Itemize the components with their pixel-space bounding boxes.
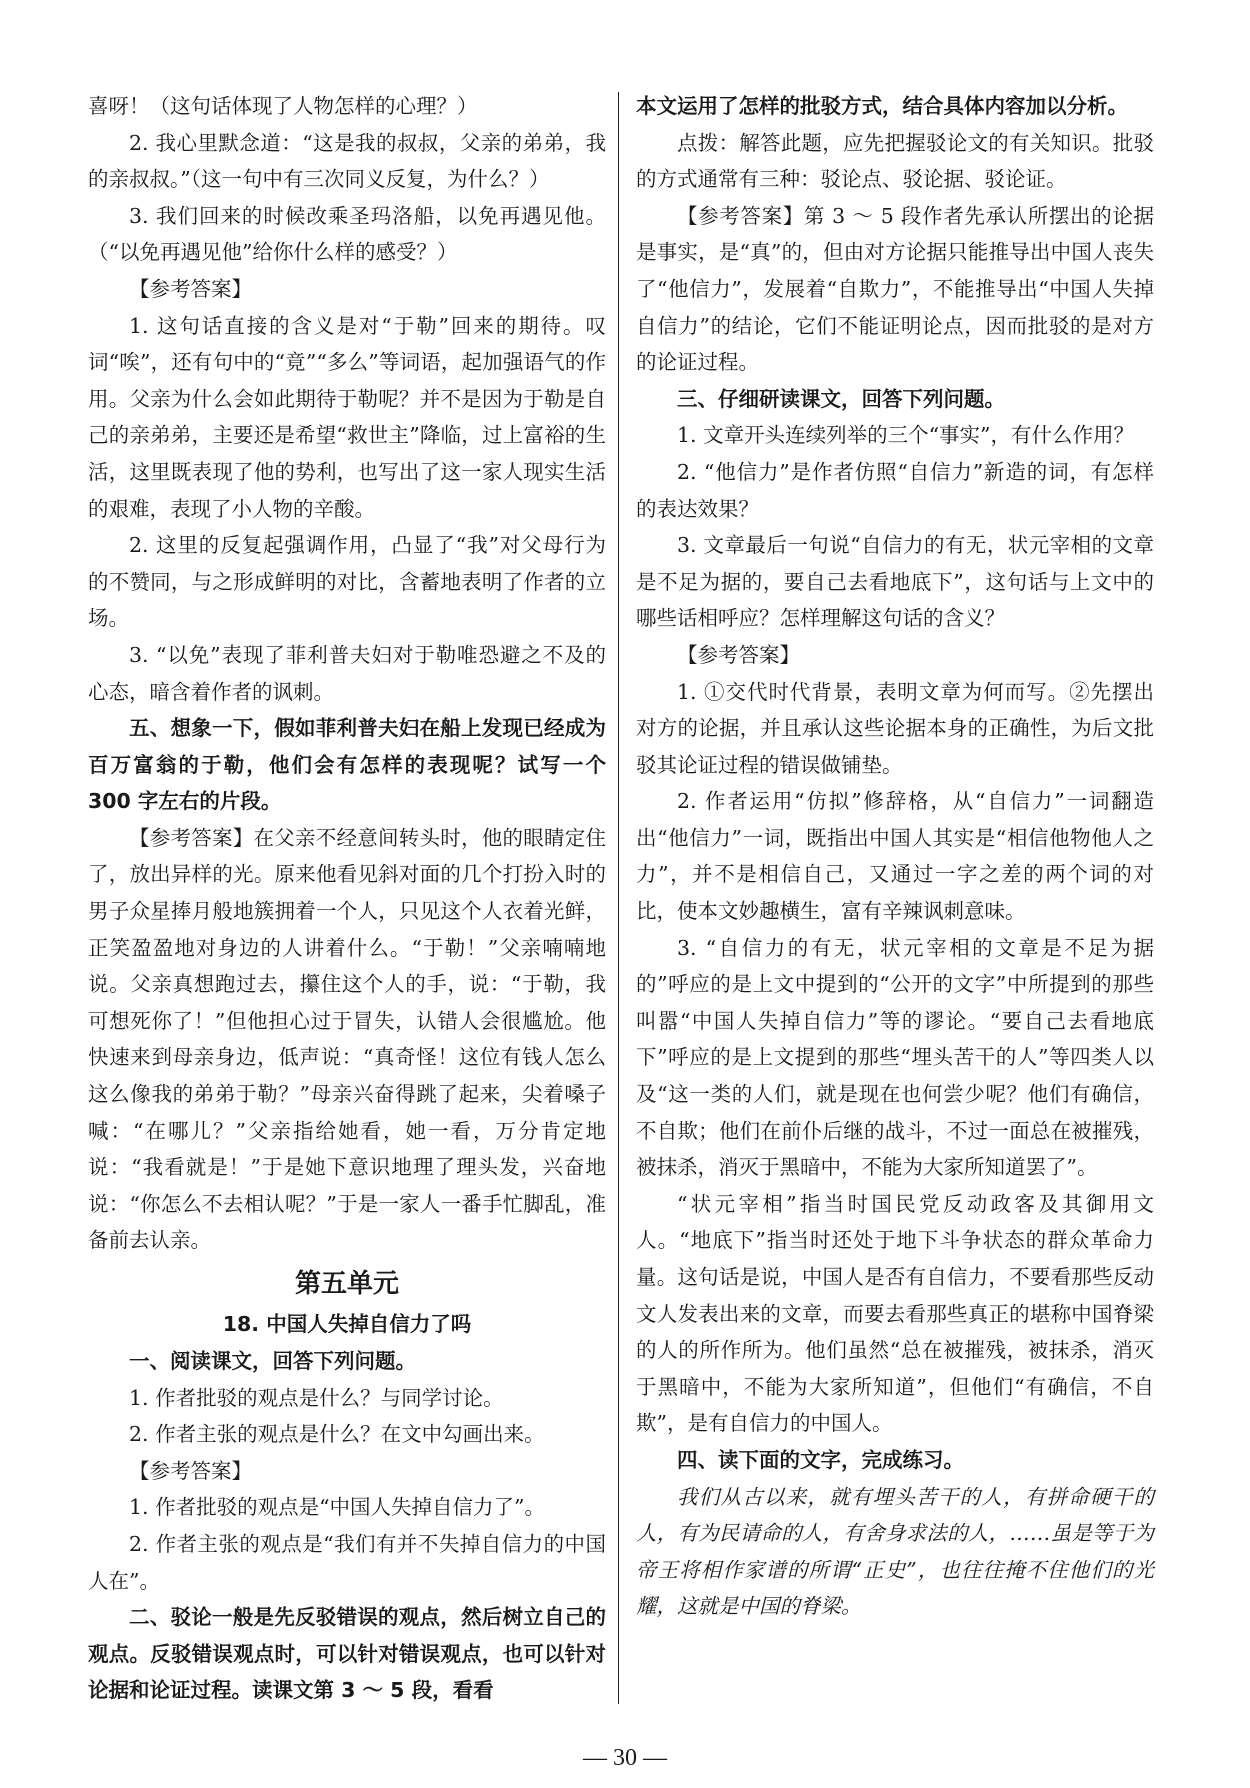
section-3-question-2: 2. “他信力”是作者仿照“自信力”新造的词，有怎样的表达效果？ bbox=[636, 459, 1154, 521]
column-divider bbox=[618, 92, 619, 1704]
paragraph: 喜呀！（这句话体现了人物怎样的心理？） bbox=[88, 94, 478, 118]
reference-answer-label: 【参考答案】 bbox=[677, 203, 804, 228]
section-2-heading-continued: 本文运用了怎样的批驳方式，结合具体内容加以分析。 bbox=[636, 94, 1128, 118]
reference-answer-5 bbox=[88, 820, 606, 1259]
question-3: 3. 我们回来的时候改乘圣玛洛船，以免再遇见他。（“以免再遇见他”给你什么样的感受？） bbox=[88, 203, 606, 265]
section-5-heading: 五、想象一下，假如菲利普夫妇在船上发现已经成为百万富翁的于勒，他们会有怎样的表现呢？试写一个 300 字左右的片段。 bbox=[88, 716, 606, 814]
section-1-question-1: 1. 作者批驳的观点是什么？与同学讨论。 bbox=[129, 1385, 504, 1410]
reference-answer-label: 【参考答案】 bbox=[129, 1458, 252, 1483]
tip-paragraph: 点拨：解答此题，应先把握驳论文的有关知识。批驳的方式通常有三种：驳论点、驳论据、驳论证。 bbox=[636, 130, 1154, 192]
section-3-question-1: 1. 文章开头连续列举的三个“事实”，有什么作用？ bbox=[677, 423, 1135, 448]
reference-answer-label: 【参考答案】 bbox=[129, 276, 252, 301]
answer-3: 3. “以免”表现了菲利普夫妇对于勒唯恐避之不及的心态，暗含着作者的讽刺。 bbox=[88, 642, 606, 704]
page-number: — 30 — bbox=[583, 1745, 667, 1771]
section-3-answer-1: 1. ①交代时代背景，表明文章为何而写。②先摆出对方的论据，并且承认这些论据本身的正确性，为后文批驳其论证过程的错误做铺垫。 bbox=[636, 679, 1154, 777]
section-1-answer-2: 2. 作者主张的观点是“我们有并不失掉自信力的中国人在”。 bbox=[88, 1531, 606, 1593]
section-2-heading: 二、驳论一般是先反驳错误的观点，然后树立自己的观点。反驳错误观点时，可以针对错误观点，也可以针对论据和论证过程。读课文第 3 ～ 5 段，看看 bbox=[88, 1605, 606, 1703]
lesson-title: 18. 中国人失掉自信力了吗 bbox=[222, 1312, 472, 1336]
section-3-answer-3-cont: “状元宰相”指当时国民党反动政客及其御用文人。“地底下”指当时还处于地下斗争状态的群众革命力量。这句话是说，中国人是否有自信力，不要看那些反动文人发表出来的文章，而要去看那些真正的堪称中国脊梁的人的所作所为。他们虽然“总在被摧残，被抹杀，消灭于黑暗中，不能为大家所知道”，但他们“有确信，不自欺”，是有自信力的中国人。 bbox=[636, 1191, 1154, 1436]
section-3-heading: 三、仔细研读课文，回答下列问题。 bbox=[677, 386, 1005, 411]
answer-text: 第 3 ～ 5 段作者先承认所摆出的论据是事实，是“真”的，但由对方论据只能推导出中国人丧失了“他信力”，发展着“自欺力”，不能推导出“中国人失掉自信力”的结论，它们不能证明论点，因而批驳的是对方的论证过程。 bbox=[636, 203, 1154, 375]
section-1-answer-1: 1. 作者批驳的观点是“中国人失掉自信力了”。 bbox=[129, 1495, 546, 1520]
section-1-heading: 一、阅读课文，回答下列问题。 bbox=[129, 1349, 416, 1373]
quoted-passage: 我们从古以来，就有埋头苦干的人，有拼命硬干的人，有为民请命的人，有舍身求法的人，……虽是等于为帝王将相作家谱的所谓“正史”，也往往掩不住他们的光耀，这就是中国的脊梁。 bbox=[636, 1484, 1154, 1619]
section-1-question-2: 2. 作者主张的观点是什么？在文中勾画出来。 bbox=[129, 1422, 545, 1447]
answer-2: 2. 这里的反复起强调作用，凸显了“我”对父母行为的不赞同，与之形成鲜明的对比，含蓄地表明了作者的立场。 bbox=[88, 533, 606, 631]
answer-text: 在父亲不经意间转头时，他的眼睛定住了，放出异样的光。原来他看见斜对面的几个打扮入时的男子众星捧月般地簇拥着一个人，只见这个人衣着光鲜，正笑盈盈地对身边的人讲着什么。“于勒！”父亲喃喃地说。父亲真想跑过去，攥住这个人的手，说：“于勒，我可想死你了！”但他担心过于冒失，认错人会很尴尬。他快速来到母亲身边，低声说：“真奇怪！这位有钱人怎么这么像我的弟弟于勒？”母亲兴奋得跳了起来，尖着嗓子喊：“在哪儿？”父亲指给她看，她一看，万分肯定地说：“我看就是！”于是她下意识地理了理头发，兴奋地说：“你怎么不去相认呢？”于是一家人一番手忙脚乱，准备前去认亲。 bbox=[88, 825, 606, 1253]
reference-answer-label: 【参考答案】 bbox=[129, 825, 254, 850]
section-3-answer-3: 3. “自信力的有无，状元宰相的文章是不足为据的”呼应的是上文中提到的“公开的文字”中所提到的那些叫嚣“中国人失掉自信力”等的谬论。“要自己去看地底下”呼应的是上文提到的那些“埋头苦干的人”等四类人以及“这一类的人们，就是现在也何尝少呢？他们有确信，不自欺；他们在前仆后继的战斗，不过一面总在被摧残，被抹杀，消灭于黑暗中，不能为大家所知道罢了”。 bbox=[636, 935, 1154, 1180]
reference-answer-label: 【参考答案】 bbox=[677, 642, 800, 667]
answer-1: 1. 这句话直接的含义是对“于勒”回来的期待。叹词“唉”，还有句中的“竟”“多么”等词语，起加强语气的作用。父亲为什么会如此期待于勒呢？并不是因为于勒是自己的亲弟弟，主要还是希望“救世主”降临，过上富裕的生活，这里既表现了他的势利，也写出了这一家人现实生活的艰难，表现了小人物的辛酸。 bbox=[88, 313, 606, 521]
question-2: 2. 我心里默念道：“这是我的叔叔，父亲的弟弟，我的亲叔叔。”（这一句中有三次同义反复，为什么？） bbox=[88, 130, 606, 192]
section-3-answer-2: 2. 作者运用“仿拟”修辞格，从“自信力”一词翻造出“他信力”一词，既指出中国人其实是“相信他物他人之力”，并不是相信自己，又通过一字之差的两个词的对比，使本文妙趣横生，富有辛辣讽刺意味。 bbox=[636, 789, 1154, 924]
section-4-heading: 四、读下面的文字，完成练习。 bbox=[677, 1447, 964, 1472]
reference-answer-2 bbox=[636, 198, 1154, 381]
unit-title: 第五单元 bbox=[294, 1269, 399, 1299]
page bbox=[88, 88, 1172, 1708]
right-column bbox=[636, 88, 1154, 1625]
section-3-question-3: 3. 文章最后一句说“自信力的有无，状元宰相的文章是不足为据的，要自己去看地底下”，这句话与上文中的哪些话相呼应？怎样理解这句话的含义？ bbox=[636, 533, 1154, 631]
left-column bbox=[88, 88, 606, 1709]
